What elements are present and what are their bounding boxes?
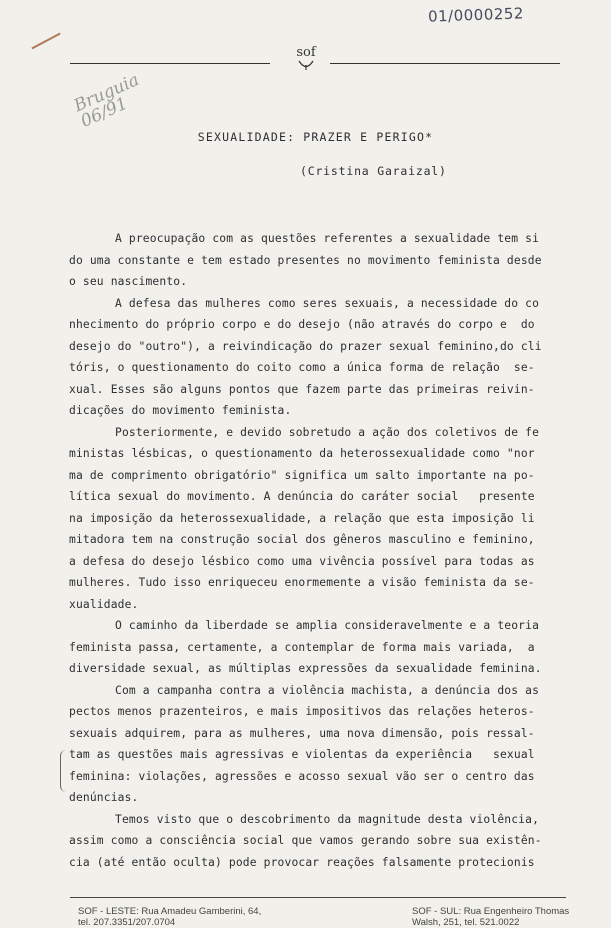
margin-bracket-mark: [60, 750, 67, 792]
body-line: feminina: violações, agressões e acosso sexual vão ser o centro das: [69, 769, 535, 783]
body-line: Temos visto que o descobrimento da magnitude desta violência,: [115, 812, 540, 826]
body-line: assim como a consciência social que vamos gerando sobre sua existên-: [69, 834, 542, 847]
body-line: ma de comprimento obrigatório" significa um salto importante na po-: [69, 468, 535, 482]
footer-left-line2: tel. 207.3351/207.0704: [78, 917, 176, 928]
document-author: (Cristina Garaizal): [300, 164, 447, 178]
pencil-mark: [31, 33, 60, 50]
body-line: sexuais adquirem, para as mulheres, uma nova dimensão, pois ressal-: [69, 726, 535, 740]
body-line: mitadora tem na construção social dos gêneros masculino e feminino,: [69, 533, 535, 546]
footer-rule: [70, 897, 566, 898]
body-line: na imposição da heterossexualidade, a relação que esta imposição li: [69, 511, 535, 525]
body-line: diversidade sexual, as múltiplas expressões da sexualidade feminina.: [69, 662, 542, 675]
body-line: cia (até então oculta) pode provocar reações falsamente protecionis: [69, 855, 535, 869]
body-line: A preocupação com as questões referentes a sexualidade tem si: [115, 232, 540, 245]
body-line: O caminho da liberdade se amplia consideravelmente e a teoria: [115, 619, 540, 632]
body-line: dicações do movimento feminista.: [69, 404, 292, 417]
footer-left-line1: SOF - LESTE: Rua Amadeu Gamberini, 64,: [78, 906, 262, 917]
footer-right-line1: SOF - SUL: Rua Engenheiro Thomas: [412, 906, 570, 917]
body-line: xualidade.: [69, 597, 139, 611]
footer-right-line2: Walsh, 251, tel. 521.0022: [412, 917, 520, 928]
document-code: 01/0000252: [427, 4, 525, 26]
body-line: a defesa do desejo lésbico como uma vivência possível para todas as: [69, 554, 535, 568]
footer-address-right: [412, 906, 569, 928]
body-line: denúncias.: [69, 791, 139, 804]
logo-symbol-icon: [298, 60, 314, 70]
body-line: ministas lésbicas, o questionamento da heterossexualidade como "nor: [69, 447, 535, 460]
body-line: mulheres. Tudo isso enriqueceu enormemente a visão feminista da se-: [69, 576, 535, 589]
body-line: lítica sexual do movimento. A denúncia do caráter social presente: [69, 490, 535, 503]
body-line: Com a campanha contra a violência machista, a denúncia dos as: [115, 683, 540, 697]
body-line: desejo do "outro"), a reivindicação do prazer sexual feminino,do cli: [69, 339, 542, 353]
body-line: tóris, o questionamento do coito como a única forma de relação se-: [69, 361, 535, 374]
body-line: o seu nascimento.: [69, 275, 188, 288]
sof-logo: [292, 46, 320, 70]
body-line: feminista passa, certamente, a contemplar de forma mais variada, a: [69, 640, 535, 654]
document-title: SEXUALIDADE: PRAZER E PERIGO*: [197, 130, 434, 144]
header-rule-right: [330, 63, 560, 64]
body-line: pectos menos prazenteiros, e mais impositivos das relações heteros-: [69, 705, 535, 718]
body-line: xual. Esses são alguns pontos que fazem parte das primeiras reivin-: [69, 382, 535, 396]
handwritten-note: Bruguia 06/91: [71, 69, 143, 132]
body-line: do uma constante e tem estado presentes no movimento feminista desde: [69, 253, 542, 267]
logo-text: sof: [296, 45, 316, 60]
body-line: tam as questões mais agressivas e violentas da experiência sexual: [69, 748, 535, 761]
body-line: A defesa das mulheres como seres sexuais, a necessidade do co: [115, 296, 540, 310]
body-line: Posteriormente, e devido sobretudo a ação dos coletivos de fe: [115, 425, 540, 439]
footer-address-left: [78, 906, 261, 928]
header-rule-left: [70, 63, 270, 64]
body-text: [69, 228, 567, 873]
body-line: nhecimento do próprio corpo e do desejo (não através do corpo e do: [69, 318, 535, 331]
